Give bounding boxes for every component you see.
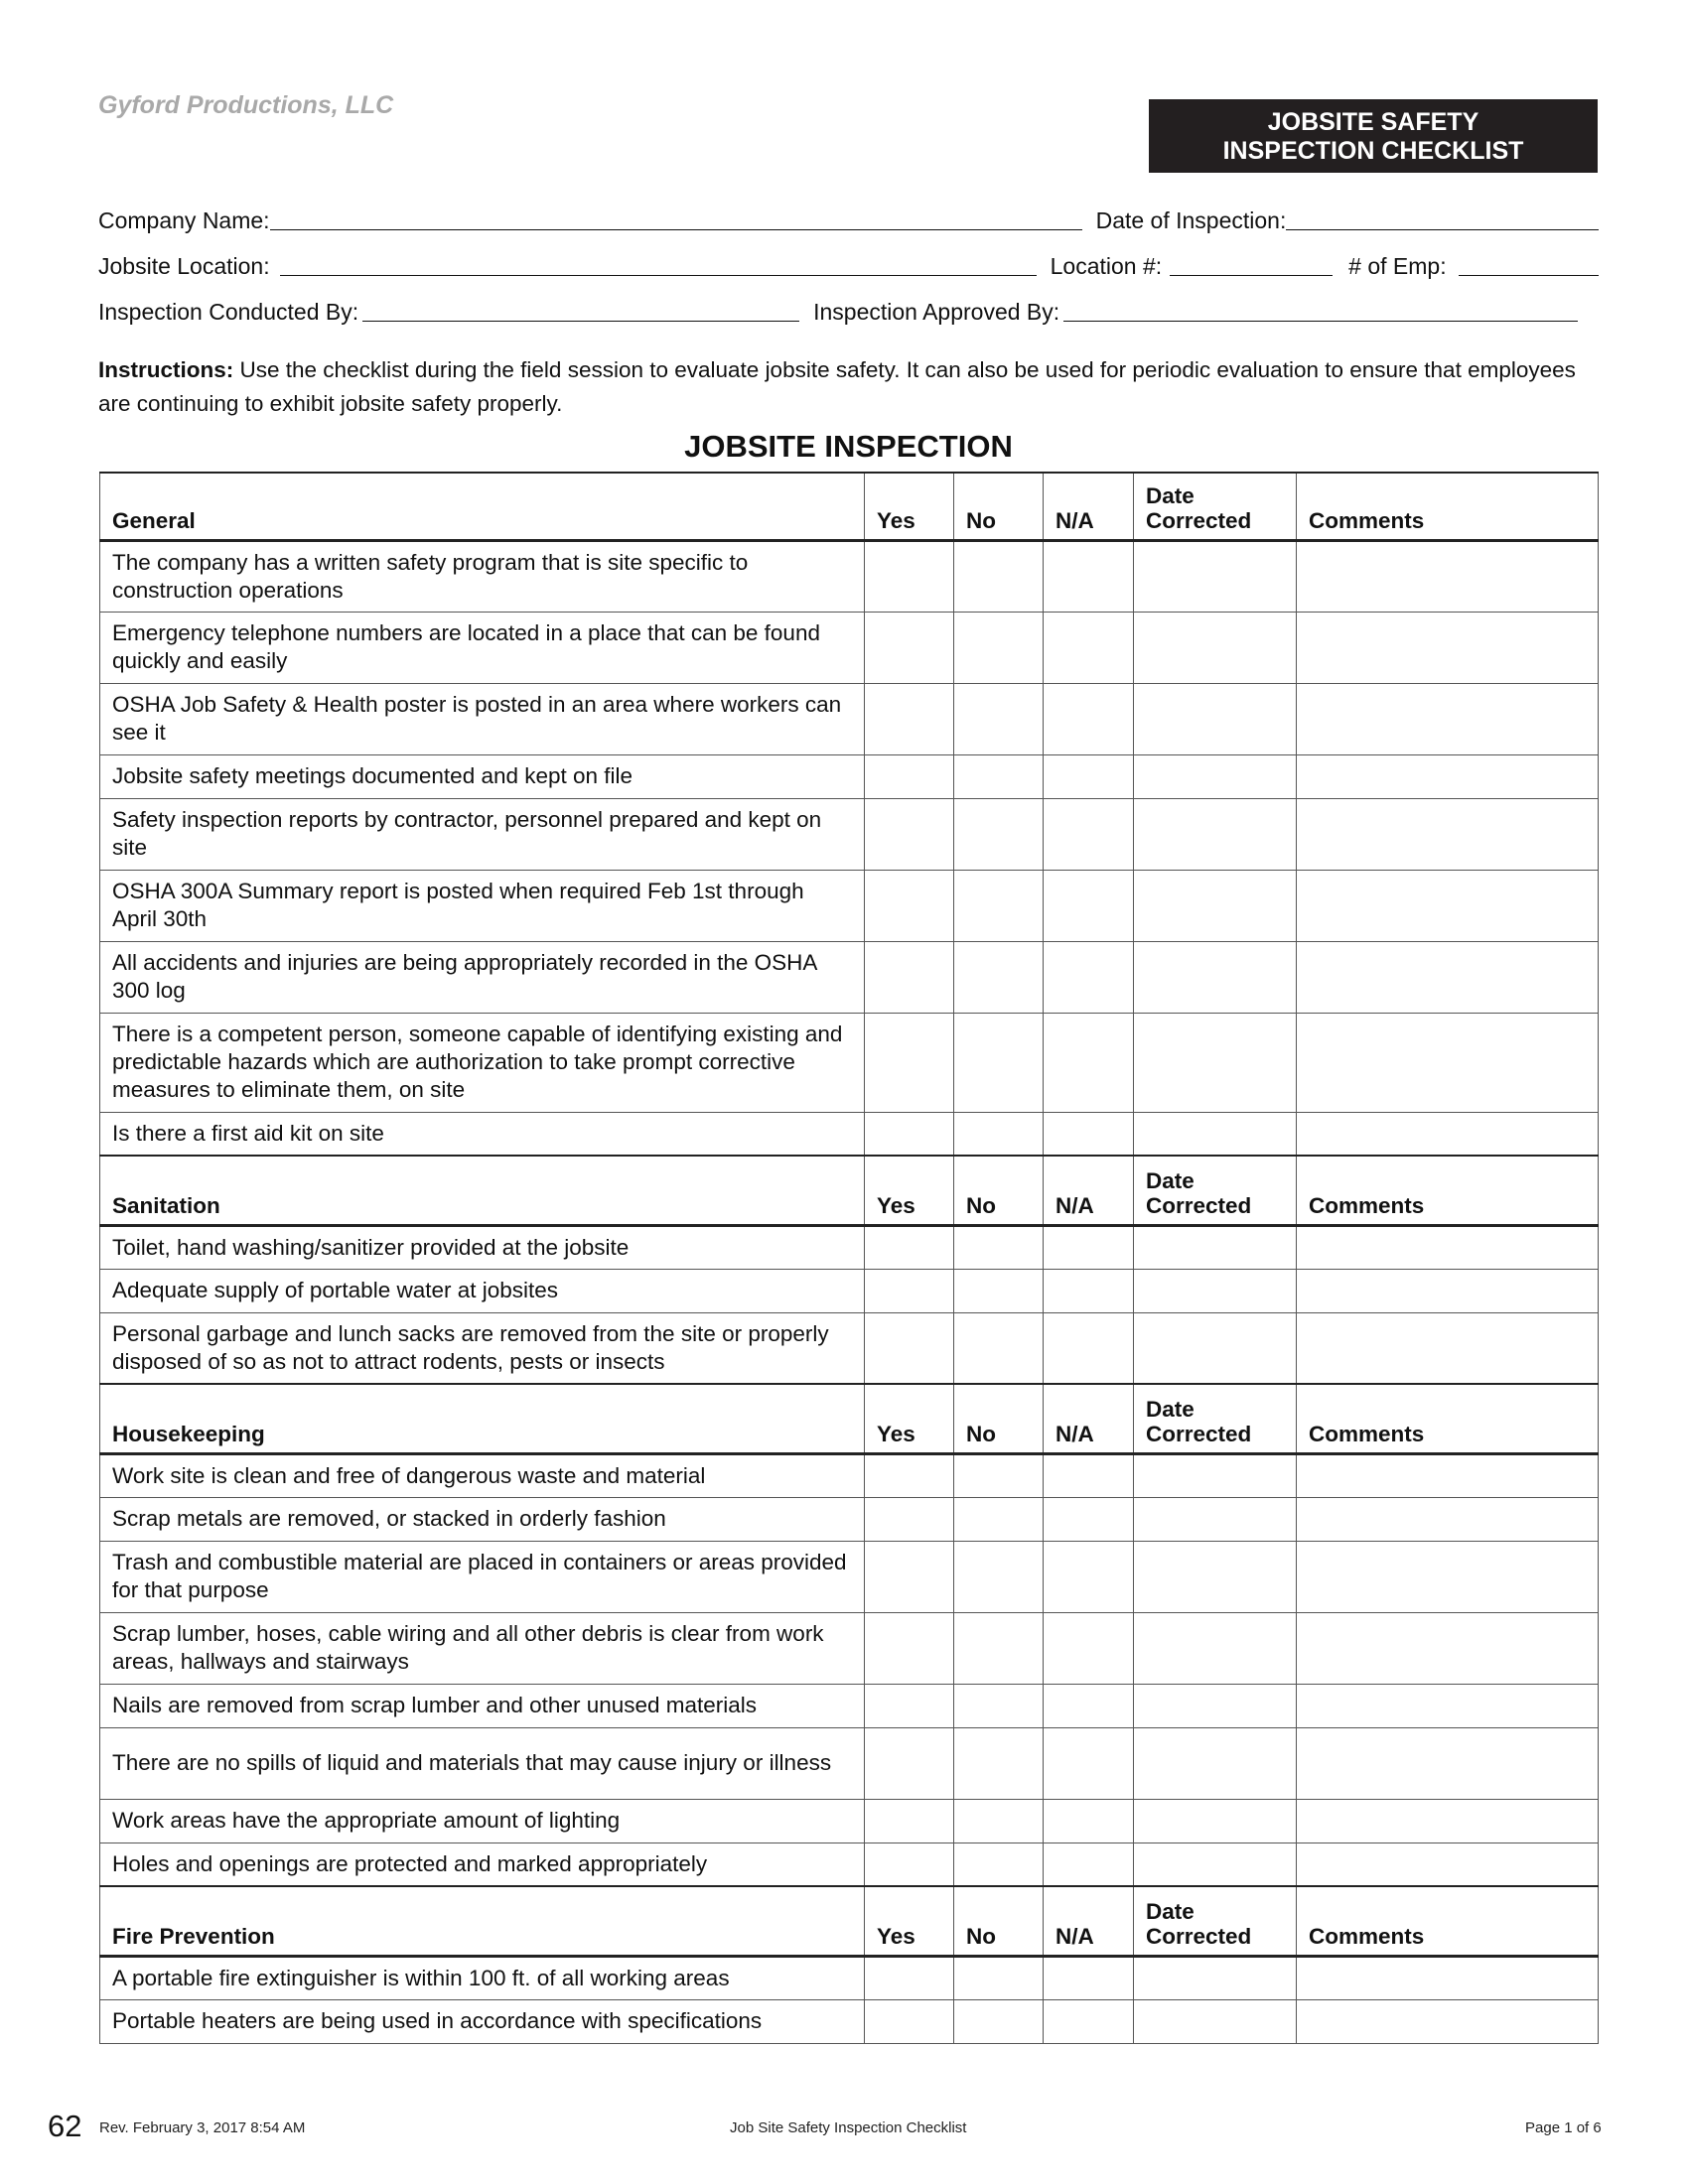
na-cell[interactable]: [1044, 1999, 1134, 2043]
comments-cell[interactable]: [1297, 1684, 1599, 1727]
no-cell[interactable]: [954, 1312, 1044, 1384]
yes-cell[interactable]: [865, 1541, 954, 1612]
checklist-item-text: Is there a first aid kit on site: [100, 1112, 865, 1156]
yes-cell[interactable]: [865, 1727, 954, 1799]
na-cell[interactable]: [1044, 798, 1134, 870]
no-cell[interactable]: [954, 1269, 1044, 1312]
no-cell[interactable]: [954, 1956, 1044, 1999]
checklist-row: [100, 1799, 1599, 1843]
approved-by-label: Inspection Approved By:: [813, 299, 1060, 325]
na-cell[interactable]: [1044, 1612, 1134, 1684]
yes-cell[interactable]: [865, 941, 954, 1013]
comments-cell[interactable]: [1297, 540, 1599, 612]
checklist-row: [100, 1541, 1599, 1612]
section-name-sanitation: Sanitation: [100, 1156, 865, 1225]
col-date-corrected-header: [1134, 1886, 1297, 1956]
na-cell[interactable]: [1044, 612, 1134, 683]
date-of-inspection-field[interactable]: [1286, 205, 1599, 230]
comments-cell[interactable]: [1297, 1497, 1599, 1541]
na-cell[interactable]: [1044, 1225, 1134, 1269]
na-cell[interactable]: [1044, 1541, 1134, 1612]
checklist-row: [100, 1312, 1599, 1384]
checklist-row: [100, 798, 1599, 870]
date-corrected-cell[interactable]: [1134, 1799, 1297, 1843]
no-cell[interactable]: [954, 1999, 1044, 2043]
revision-date: Rev. February 3, 2017 8:54 AM: [99, 2119, 306, 2136]
checklist-row: [100, 1269, 1599, 1312]
section-name-housekeeping: Housekeeping: [100, 1384, 865, 1453]
no-cell[interactable]: [954, 1497, 1044, 1541]
number-of-employees-label: # of Emp:: [1348, 253, 1447, 279]
checklist-item-text: All accidents and injuries are being appropriately recorded in the OSHA 300 log: [100, 941, 865, 1013]
comments-cell[interactable]: [1297, 612, 1599, 683]
col-yes-header: Yes: [865, 1156, 954, 1225]
instructions-label: Instructions:: [98, 357, 234, 382]
date-corrected-cell[interactable]: [1134, 540, 1297, 612]
yes-cell[interactable]: [865, 1453, 954, 1497]
comments-cell[interactable]: [1297, 1956, 1599, 1999]
checklist-item-text: A portable fire extinguisher is within 100 ft. of all working areas: [100, 1956, 865, 1999]
na-cell[interactable]: [1044, 1956, 1134, 1999]
date-header-line1: Date: [1146, 482, 1195, 508]
col-yes-header: Yes: [865, 1886, 954, 1956]
checklist-item-text: Trash and combustible material are placed in containers or areas provided for that purpose: [100, 1541, 865, 1612]
checklist-row: [100, 1112, 1599, 1156]
no-cell[interactable]: [954, 1453, 1044, 1497]
date-corrected-cell[interactable]: [1134, 1612, 1297, 1684]
comments-cell[interactable]: [1297, 798, 1599, 870]
comments-cell[interactable]: [1297, 754, 1599, 798]
col-no-header: No: [954, 1886, 1044, 1956]
checklist-row: [100, 1013, 1599, 1112]
yes-cell[interactable]: [865, 1013, 954, 1112]
checklist-row: [100, 1843, 1599, 1886]
yes-cell[interactable]: [865, 540, 954, 612]
no-cell[interactable]: [954, 798, 1044, 870]
title-line-1: JOBSITE SAFETY: [1267, 108, 1479, 136]
company-logo-text: Gyford Productions, LLC: [98, 91, 394, 119]
no-cell[interactable]: [954, 1612, 1044, 1684]
yes-cell[interactable]: [865, 683, 954, 754]
instructions-paragraph: [98, 353, 1598, 421]
comments-cell[interactable]: [1297, 1727, 1599, 1799]
checklist-title-box: [1149, 99, 1598, 173]
checklist-item-text: Safety inspection reports by contractor, personnel prepared and kept on site: [100, 798, 865, 870]
checklist-row: [100, 540, 1599, 612]
date-corrected-cell[interactable]: [1134, 754, 1297, 798]
yes-cell[interactable]: [865, 1843, 954, 1886]
no-cell[interactable]: [954, 1727, 1044, 1799]
date-corrected-cell[interactable]: [1134, 1684, 1297, 1727]
date-corrected-cell[interactable]: [1134, 870, 1297, 941]
no-cell[interactable]: [954, 1799, 1044, 1843]
no-cell[interactable]: [954, 683, 1044, 754]
checklist-item-text: Personal garbage and lunch sacks are removed from the site or properly disposed of so as not to attract rodents, pests or insects: [100, 1312, 865, 1384]
section-title: JOBSITE INSPECTION: [684, 429, 1013, 464]
yes-cell[interactable]: [865, 1112, 954, 1156]
checklist-item-text: Scrap lumber, hoses, cable wiring and all other debris is clear from work areas, hallways and stairways: [100, 1612, 865, 1684]
date-corrected-cell[interactable]: [1134, 612, 1297, 683]
na-cell[interactable]: [1044, 1112, 1134, 1156]
yes-cell[interactable]: [865, 1269, 954, 1312]
na-cell[interactable]: [1044, 941, 1134, 1013]
date-corrected-cell[interactable]: [1134, 1269, 1297, 1312]
date-corrected-cell[interactable]: [1134, 798, 1297, 870]
company-name-field[interactable]: [270, 205, 1082, 230]
date-header-line2: Corrected: [1146, 507, 1252, 533]
checklist-item-text: Toilet, hand washing/sanitizer provided at the jobsite: [100, 1225, 865, 1269]
date-corrected-cell[interactable]: [1134, 1843, 1297, 1886]
date-corrected-cell[interactable]: [1134, 1541, 1297, 1612]
yes-cell[interactable]: [865, 870, 954, 941]
no-cell[interactable]: [954, 1013, 1044, 1112]
col-na-header: N/A: [1044, 473, 1134, 540]
checklist-row: [100, 1225, 1599, 1269]
section-name-fire-prevention: Fire Prevention: [100, 1886, 865, 1956]
na-cell[interactable]: [1044, 1453, 1134, 1497]
section-header-general: [100, 473, 1599, 540]
comments-cell[interactable]: [1297, 1799, 1599, 1843]
checklist-row: [100, 1999, 1599, 2043]
checklist-item-text: There is a competent person, someone capable of identifying existing and predictable hazards which are authorization to take prompt corrective measures to eliminate them, on site: [100, 1013, 865, 1112]
company-date-row: [98, 203, 1599, 234]
na-cell[interactable]: [1044, 1799, 1134, 1843]
footer-document-title: Job Site Safety Inspection Checklist: [730, 2119, 967, 2136]
checklist-row: [100, 1684, 1599, 1727]
na-cell[interactable]: [1044, 1013, 1134, 1112]
checklist-row: [100, 1727, 1599, 1799]
col-na-header: N/A: [1044, 1886, 1134, 1956]
checklist-item-text: OSHA 300A Summary report is posted when required Feb 1st through April 30th: [100, 870, 865, 941]
na-cell[interactable]: [1044, 1497, 1134, 1541]
jobsite-location-label: Jobsite Location:: [98, 253, 270, 279]
na-cell[interactable]: [1044, 1843, 1134, 1886]
na-cell[interactable]: [1044, 540, 1134, 612]
section-name-general: General: [100, 473, 865, 540]
no-cell[interactable]: [954, 754, 1044, 798]
comments-cell[interactable]: [1297, 1112, 1599, 1156]
col-na-header: N/A: [1044, 1384, 1134, 1453]
date-corrected-cell[interactable]: [1134, 1453, 1297, 1497]
checklist-item-text: Adequate supply of portable water at jobsites: [100, 1269, 865, 1312]
conducted-by-label: Inspection Conducted By:: [98, 299, 359, 325]
date-header-line1: Date: [1146, 1396, 1195, 1422]
comments-cell[interactable]: [1297, 1312, 1599, 1384]
date-corrected-cell[interactable]: [1134, 1225, 1297, 1269]
date-corrected-cell[interactable]: [1134, 1112, 1297, 1156]
comments-cell[interactable]: [1297, 1541, 1599, 1612]
yes-cell[interactable]: [865, 754, 954, 798]
checklist-row: [100, 1453, 1599, 1497]
date-of-inspection-label: Date of Inspection:: [1095, 207, 1287, 233]
date-corrected-cell[interactable]: [1134, 1999, 1297, 2043]
location-number-field[interactable]: [1170, 251, 1333, 276]
col-yes-header: Yes: [865, 1384, 954, 1453]
col-no-header: No: [954, 1384, 1044, 1453]
yes-cell[interactable]: [865, 1956, 954, 1999]
na-cell[interactable]: [1044, 1684, 1134, 1727]
comments-cell[interactable]: [1297, 683, 1599, 754]
col-comments-header: Comments: [1297, 473, 1599, 540]
checklist-item-text: Jobsite safety meetings documented and kept on file: [100, 754, 865, 798]
col-comments-header: Comments: [1297, 1156, 1599, 1225]
date-header-line2: Corrected: [1146, 1923, 1252, 1949]
checklist-item-text: The company has a written safety program that is site specific to construction operations: [100, 540, 865, 612]
date-corrected-cell[interactable]: [1134, 1497, 1297, 1541]
date-corrected-cell[interactable]: [1134, 1727, 1297, 1799]
yes-cell[interactable]: [865, 1312, 954, 1384]
no-cell[interactable]: [954, 1112, 1044, 1156]
inspection-table: [99, 472, 1599, 2044]
date-corrected-cell[interactable]: [1134, 683, 1297, 754]
no-cell[interactable]: [954, 1541, 1044, 1612]
comments-cell[interactable]: [1297, 870, 1599, 941]
date-header-line2: Corrected: [1146, 1421, 1252, 1446]
col-na-header: N/A: [1044, 1156, 1134, 1225]
yes-cell[interactable]: [865, 1684, 954, 1727]
na-cell[interactable]: [1044, 683, 1134, 754]
checklist-item-text: Scrap metals are removed, or stacked in orderly fashion: [100, 1497, 865, 1541]
checklist-item-text: Portable heaters are being used in accordance with specifications: [100, 1999, 865, 2043]
no-cell[interactable]: [954, 1843, 1044, 1886]
col-date-corrected-header: [1134, 1156, 1297, 1225]
checklist-row: [100, 941, 1599, 1013]
location-number-label: Location #:: [1050, 253, 1163, 279]
no-cell[interactable]: [954, 870, 1044, 941]
checklist-row: [100, 1497, 1599, 1541]
col-yes-header: Yes: [865, 473, 954, 540]
no-cell[interactable]: [954, 612, 1044, 683]
page-number: 62: [48, 2109, 82, 2143]
checklist-row: [100, 870, 1599, 941]
yes-cell[interactable]: [865, 798, 954, 870]
checklist-row: [100, 1612, 1599, 1684]
col-no-header: No: [954, 1156, 1044, 1225]
col-comments-header: Comments: [1297, 1886, 1599, 1956]
no-cell[interactable]: [954, 540, 1044, 612]
no-cell[interactable]: [954, 1684, 1044, 1727]
section-header-housekeeping: [100, 1384, 1599, 1453]
checklist-row: [100, 754, 1599, 798]
yes-cell[interactable]: [865, 1799, 954, 1843]
na-cell[interactable]: [1044, 1727, 1134, 1799]
section-header-sanitation: [100, 1156, 1599, 1225]
col-date-corrected-header: [1134, 473, 1297, 540]
section-header-fire-prevention: [100, 1886, 1599, 1956]
title-line-2: INSPECTION CHECKLIST: [1222, 137, 1524, 165]
comments-cell[interactable]: [1297, 1269, 1599, 1312]
comments-cell[interactable]: [1297, 1453, 1599, 1497]
date-header-line1: Date: [1146, 1167, 1195, 1193]
approved-by-field[interactable]: [1063, 297, 1578, 322]
yes-cell[interactable]: [865, 1497, 954, 1541]
date-corrected-cell[interactable]: [1134, 1013, 1297, 1112]
checklist-row: [100, 612, 1599, 683]
checklist-item-text: OSHA Job Safety & Health poster is posted in an area where workers can see it: [100, 683, 865, 754]
checklist-item-text: Work site is clean and free of dangerous waste and material: [100, 1453, 865, 1497]
conducted-by-field[interactable]: [362, 297, 799, 322]
col-date-corrected-header: [1134, 1384, 1297, 1453]
jobsite-location-field[interactable]: [280, 251, 1037, 276]
checklist-row: [100, 683, 1599, 754]
date-header-line2: Corrected: [1146, 1192, 1252, 1218]
location-row: [98, 248, 1599, 280]
date-corrected-cell[interactable]: [1134, 941, 1297, 1013]
yes-cell[interactable]: [865, 1225, 954, 1269]
na-cell[interactable]: [1044, 1312, 1134, 1384]
na-cell[interactable]: [1044, 754, 1134, 798]
checklist-item-text: Nails are removed from scrap lumber and other unused materials: [100, 1684, 865, 1727]
company-name-label: Company Name:: [98, 207, 270, 233]
no-cell[interactable]: [954, 941, 1044, 1013]
checklist-item-text: Holes and openings are protected and marked appropriately: [100, 1843, 865, 1886]
number-of-employees-field[interactable]: [1459, 251, 1599, 276]
date-corrected-cell[interactable]: [1134, 1956, 1297, 1999]
col-no-header: No: [954, 473, 1044, 540]
footer-page-of: Page 1 of 6: [1525, 2119, 1602, 2136]
checklist-item-text: Emergency telephone numbers are located in a place that can be found quickly and easily: [100, 612, 865, 683]
no-cell[interactable]: [954, 1225, 1044, 1269]
comments-cell[interactable]: [1297, 941, 1599, 1013]
na-cell[interactable]: [1044, 1269, 1134, 1312]
yes-cell[interactable]: [865, 612, 954, 683]
yes-cell[interactable]: [865, 1999, 954, 2043]
comments-cell[interactable]: [1297, 1013, 1599, 1112]
comments-cell[interactable]: [1297, 1843, 1599, 1886]
instructions-text: Use the checklist during the field session to evaluate jobsite safety. It can also be used for periodic evaluation to ensure that employees are continuing to exhibit jobsite safety properly.: [98, 357, 1576, 416]
na-cell[interactable]: [1044, 870, 1134, 941]
checklist-row: [100, 1956, 1599, 1999]
comments-cell[interactable]: [1297, 1999, 1599, 2043]
yes-cell[interactable]: [865, 1612, 954, 1684]
inspector-row: [98, 294, 1578, 326]
date-corrected-cell[interactable]: [1134, 1312, 1297, 1384]
checklist-item-text: There are no spills of liquid and materials that may cause injury or illness: [100, 1727, 865, 1799]
checklist-item-text: Work areas have the appropriate amount of lighting: [100, 1799, 865, 1843]
comments-cell[interactable]: [1297, 1612, 1599, 1684]
comments-cell[interactable]: [1297, 1225, 1599, 1269]
col-comments-header: Comments: [1297, 1384, 1599, 1453]
date-header-line1: Date: [1146, 1898, 1195, 1924]
